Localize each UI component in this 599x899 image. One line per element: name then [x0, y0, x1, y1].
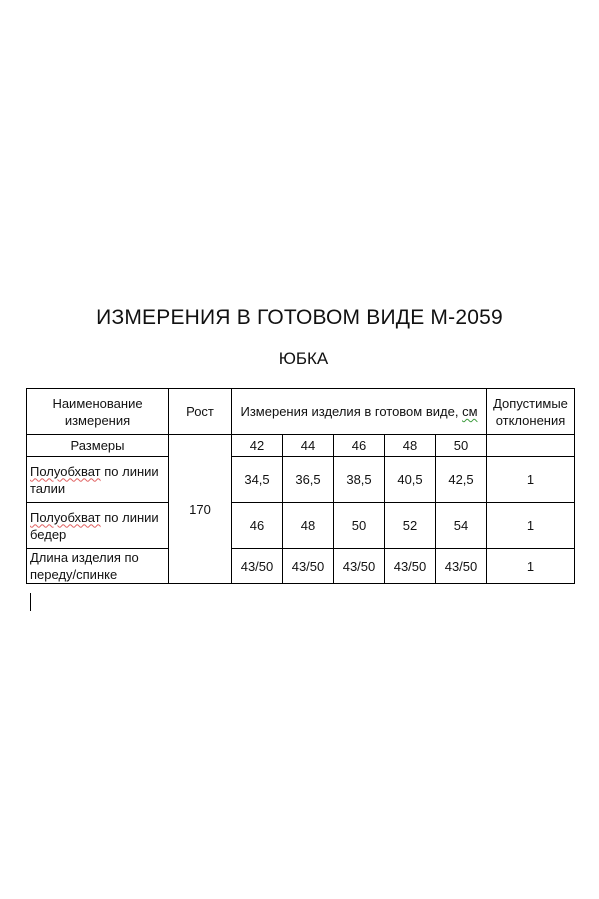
tolerance-cell: 1	[487, 549, 575, 584]
row-name	[27, 503, 169, 549]
size-cell: 48	[385, 435, 436, 457]
value-cell: 34,5	[232, 457, 283, 503]
empty-cell	[487, 435, 575, 457]
value-cell: 48	[283, 503, 334, 549]
header-measure-main: Измерения изделия в готовом виде,	[240, 404, 459, 419]
header-tolerance-col: Допустимые отклонения	[487, 389, 575, 435]
row-name	[27, 457, 169, 503]
size-cell: 42	[232, 435, 283, 457]
value-cell: 52	[385, 503, 436, 549]
sizes-row	[27, 435, 575, 457]
row-name-part2: по линии талии	[30, 463, 159, 496]
value-cell: 38,5	[334, 457, 385, 503]
row-name	[27, 549, 169, 584]
text-cursor	[30, 593, 31, 611]
header-height-col: Рост	[169, 389, 232, 435]
value-cell: 42,5	[436, 457, 487, 503]
value-cell: 40,5	[385, 457, 436, 503]
row-name-part1: Длина изделия по переду/спинке	[30, 550, 139, 582]
header-measure-col	[232, 389, 487, 435]
value-cell: 54	[436, 503, 487, 549]
table-row	[27, 457, 575, 503]
value-cell: 43/50	[232, 549, 283, 584]
value-cell: 50	[334, 503, 385, 549]
row-name-part2: по линии бедер	[30, 509, 159, 542]
value-cell: 36,5	[283, 457, 334, 503]
tolerance-cell: 1	[487, 457, 575, 503]
size-cell: 46	[334, 435, 385, 457]
row-name-part1: Полуобхват	[30, 463, 101, 479]
document-title: ИЗМЕРЕНИЯ В ГОТОВОМ ВИДЕ М-2059	[96, 306, 503, 329]
header-measure-unit: см	[462, 404, 478, 419]
header-row	[27, 389, 575, 435]
value-cell: 46	[232, 503, 283, 549]
value-cell: 43/50	[436, 549, 487, 584]
measurements-table	[26, 388, 575, 584]
row-name-part1: Полуобхват	[30, 509, 101, 525]
table-row	[27, 549, 575, 584]
value-cell: 43/50	[283, 549, 334, 584]
document-subtitle: ЮБКА	[278, 349, 329, 368]
size-cell: 50	[436, 435, 487, 457]
size-cell: 44	[283, 435, 334, 457]
table-row	[27, 503, 575, 549]
header-name-col: Наименование измерения	[27, 389, 169, 435]
tolerance-cell: 1	[487, 503, 575, 549]
value-cell: 43/50	[385, 549, 436, 584]
height-value: 170	[169, 435, 232, 584]
value-cell: 43/50	[334, 549, 385, 584]
sizes-label: Размеры	[27, 435, 169, 457]
